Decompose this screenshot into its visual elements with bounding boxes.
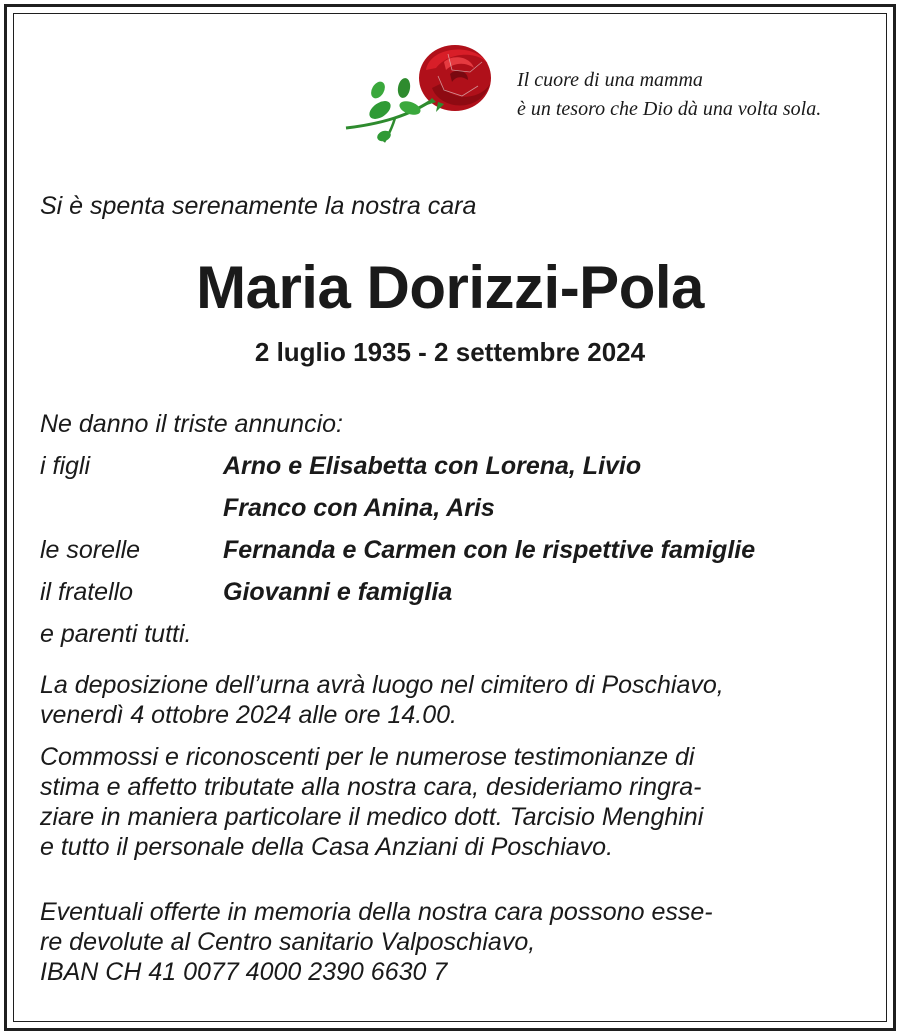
relative-names: Giovanni e famiglia (223, 578, 453, 606)
relative-names: Arno e Elisabetta con Lorena, Livio (223, 452, 642, 480)
paragraph-line: La deposizione dell’urna avrà luogo nel cimitero di Poschiavo, (40, 671, 724, 699)
motto-line: Il cuore di una mamma (517, 69, 703, 91)
paragraph-line: venerdì 4 ottobre 2024 alle ore 14.00. (40, 701, 457, 729)
life-dates: 2 luglio 1935 - 2 settembre 2024 (254, 337, 646, 367)
motto (517, 66, 877, 124)
paragraph-line: ziare in maniera particolare il medico dott. Tarcisio Menghini (40, 803, 704, 831)
paragraph-line: e tutto il personale della Casa Anziani di Poschiavo. (40, 833, 614, 861)
relative-label: le sorelle (40, 536, 141, 564)
announcement-text: Ne danno il triste annuncio: (40, 410, 343, 438)
closing-text: e parenti tutti. (40, 620, 192, 648)
burial-paragraph (40, 670, 870, 730)
donations-paragraph (40, 897, 870, 987)
thanks-paragraph (40, 742, 870, 862)
relative-names: Franco con Anina, Aris (223, 494, 495, 522)
motto-line: è un tesoro che Dio dà una volta sola. (517, 98, 822, 120)
paragraph-line: stima e affetto tributate alla nostra cara, desideriamo ringra- (40, 773, 702, 801)
relative-names: Fernanda e Carmen con le rispettive famiglie (223, 536, 756, 564)
iban-line: IBAN CH 41 0077 4000 2390 6630 7 (40, 958, 448, 986)
paragraph-line: re devolute al Centro sanitario Valposchiavo, (40, 928, 536, 956)
intro-text: Si è spenta serenamente la nostra cara (40, 192, 477, 220)
deceased-name: Maria Dorizzi-Pola (196, 254, 704, 321)
paragraph-line: Eventuali offerte in memoria della nostra cara possono esse- (40, 898, 713, 926)
paragraph-line: Commossi e riconoscenti per le numerose testimonianze di (40, 743, 695, 771)
rose-icon (340, 40, 500, 146)
relative-label: i figli (40, 452, 91, 480)
relative-label: il fratello (40, 578, 134, 606)
